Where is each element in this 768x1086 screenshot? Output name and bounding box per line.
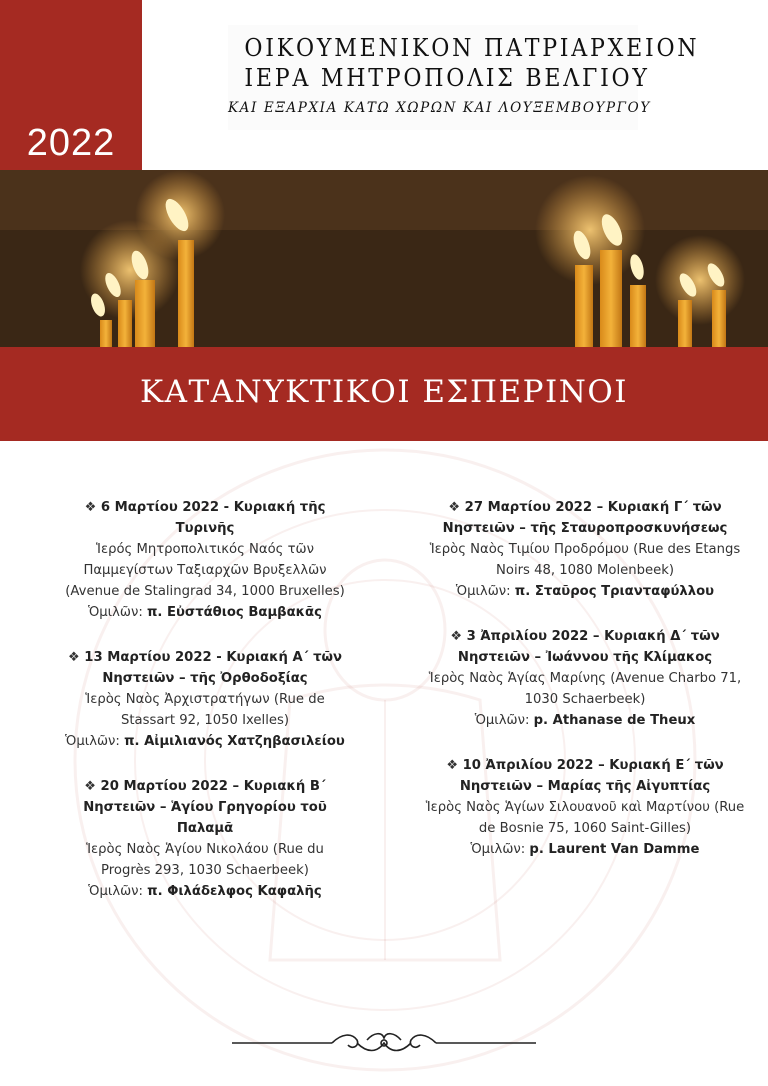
event-place: Ἱερὸς Ναὸς Τιμίου Προδρόμου (Rue des Etangs Noirs 48, 1080 Molenbeek)	[429, 542, 741, 578]
event-place: Ἱερὸς Ναὸς Ἁγίων Σιλουανοῦ καὶ Μαρτίνου (Rue de Bosnie 75, 1060 Saint-Gilles)	[425, 800, 745, 836]
event-item	[60, 647, 350, 752]
event-item	[425, 755, 745, 860]
speaker-label: Ὁμιλῶν:	[455, 584, 515, 599]
event-heading: 10 Ἀπριλίου 2022 – Κυριακή Ε΄ τῶν Νηστειῶν – Μαρίας τῆς Αἰγυπτίας	[459, 758, 724, 794]
speaker-name: π. Φιλάδελφος Καφαλῆς	[147, 884, 322, 899]
event-place: Ἱερὸς Ναὸς Ἁγίου Νικολάου (Rue du Progrès 293, 1030 Schaerbeek)	[86, 842, 324, 878]
event-heading: 20 Μαρτίου 2022 – Κυριακή Β΄ Νηστειῶν – Ἁγίου Γρηγορίου τοῦ Παλαμᾶ	[83, 779, 327, 836]
speaker-label: Ὁμιλῶν:	[65, 734, 125, 749]
year-label: 2022	[26, 122, 116, 164]
header-line-3: ΚΑΙ ΕΞΑΡΧΙΑ ΚΑΤΩ ΧΩΡΩΝ ΚΑΙ ΛΟΥΞΕΜΒΟΥΡΓΟΥ	[228, 100, 651, 116]
speaker-label: Ὁμιλῶν:	[88, 605, 147, 620]
event-place: Ἱερὸς Ναὸς Ἁγίας Μαρίνης (Avenue Charbo 71, 1030 Schaerbeek)	[428, 671, 742, 707]
header-line-2: ΙΕΡΑ ΜΗΤΡΟΠΟΛΙΣ ΒΕΛΓΙΟΥ	[244, 64, 650, 92]
speaker-name: π. Εὐστάθιος Βαμβακᾶς	[146, 605, 322, 620]
speaker-name: π. Αἰμιλιανός Χατζηβασιλείου	[124, 734, 345, 749]
speaker-label: Ὁμιλῶν:	[474, 713, 534, 728]
event-item	[60, 776, 350, 902]
title-band	[0, 347, 768, 441]
speaker-label: Ὁμιλῶν:	[470, 842, 530, 857]
event-item	[60, 497, 350, 623]
event-heading: 3 Ἀπριλίου 2022 – Κυριακή Δ΄ τῶν Νηστειῶν – Ἰωάννου τῆς Κλίμακος	[457, 629, 720, 665]
bullet-icon: ❖	[68, 650, 80, 665]
bullet-icon: ❖	[450, 629, 462, 644]
candles-photo	[0, 170, 768, 347]
bullet-icon: ❖	[448, 500, 461, 515]
bullet-icon: ❖	[446, 758, 458, 773]
speaker-label: Ὁμιλῶν:	[88, 884, 148, 899]
event-place: Ἱερός Μητροπολιτικός Ναός τῶν Παμμεγίστων Ταξιαρχῶν Βρυξελλῶν (Avenue de Stalingrad 34, 1000 Bruxelles)	[65, 542, 345, 599]
speaker-name: p. Laurent Van Damme	[529, 842, 700, 857]
event-heading: 27 Μαρτίου 2022 – Κυριακή Γ΄ τῶν Νηστειῶν – τῆς Σταυροπροσκυνήσεως	[442, 500, 728, 536]
bullet-icon: ❖	[84, 779, 96, 794]
events-left-column	[60, 497, 350, 926]
event-item	[425, 497, 745, 602]
event-heading: 13 Μαρτίου 2022 - Κυριακή Α΄ τῶν Νηστειῶν – τῆς Ὀρθοδοξίας	[84, 650, 342, 686]
speaker-name: π. Σταῦρος Τριανταφύλλου	[514, 584, 715, 599]
ornament-divider	[232, 1028, 536, 1058]
bullet-icon: ❖	[84, 500, 97, 515]
event-heading: 6 Μαρτίου 2022 - Κυριακή τῆς Τυρινῆς	[100, 500, 326, 536]
header-line-1: ΟΙΚΟΥΜΕΝΙΚΟΝ ΠΑΤΡΙΑΡΧΕΙΟΝ	[244, 34, 700, 62]
metropolis-header	[228, 25, 700, 130]
event-item	[425, 626, 745, 731]
events-right-column	[425, 497, 745, 884]
event-place: Ἱερὸς Ναὸς Ἀρχιστρατήγων (Rue de Stassart 92, 1050 Ixelles)	[85, 692, 325, 728]
speaker-name: p. Athanase de Theux	[533, 713, 696, 728]
page-title: ΚΑΤΑΝΥΚΤΙΚΟΙ ΕΣΠΕΡΙΝΟΙ	[139, 374, 629, 410]
